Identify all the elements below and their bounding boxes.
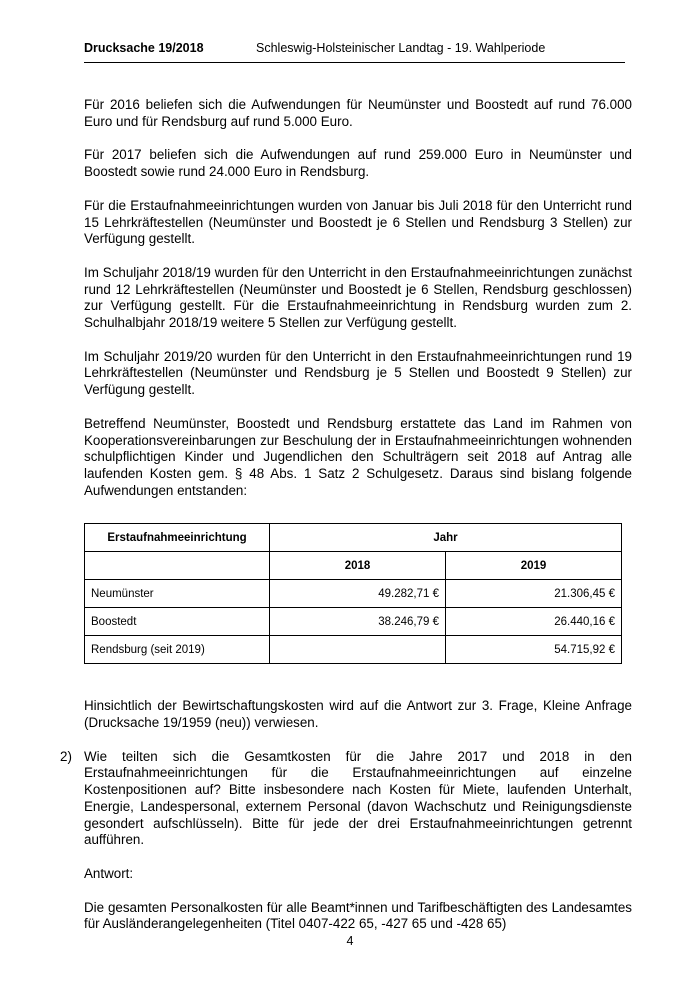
paragraph-after-table: Hinsichtlich der Bewirtschaftungskosten wird auf die Antwort zur 3. Frage, Kleine Anfrage (Drucksache 19/1959 (neu)) verwiesen. [84, 698, 632, 731]
facility-name: Neumünster [85, 580, 270, 608]
answer-label: Antwort: [84, 865, 134, 881]
table-row [85, 636, 622, 664]
header-year-2019: 2019 [446, 552, 622, 580]
cost-2018: 38.246,79 € [270, 608, 446, 636]
parliament-title: Schleswig-Holsteinischer Landtag - 19. Wahlperiode [256, 41, 546, 55]
cost-2018: 49.282,71 € [270, 580, 446, 608]
table-row [85, 608, 622, 636]
paragraph: Im Schuljahr 2018/19 wurden für den Unterricht in den Erstaufnahmeeinrichtungen zunächst rund 12 Lehrkräftestellen (Neumünster und Boostedt je 6 Stellen, Rendsburg geschlossen) zur Verfügung gestellt. Für die Erstaufnahmeeinrichtung in Rendsburg wurden zum 2. Schulhalbjahr 2018/19 weitere 5 Stellen zur Verfügung gestellt. [84, 264, 632, 331]
question-text: Wie teilten sich die Gesamtkosten für die Jahre 2017 und 2018 in den Erstaufnahmeeinrichtungen für die Erstaufnahmeeinrichtungen auf einzelne Kostenpositionen auf? Bitte insbesondere nach Kosten für Miete, laufenden Unterhalt, Energie, Landespersonal, externem Personal (davon Wachschutz und Reinigungsdienste gesondert aufschlüsseln). Bitte für jede der drei Erstaufnahmeeinrichtungen getrennt aufführen. [84, 748, 632, 848]
header-year-2018: 2018 [270, 552, 446, 580]
page-number: 4 [346, 934, 354, 948]
table-row [85, 580, 622, 608]
paragraph: Im Schuljahr 2019/20 wurden für den Unterricht in den Erstaufnahmeeinrichtungen rund 19 Lehrkräftestellen (Neumünster und Rendsburg je 5 Stellen und Boostedt 9 Stellen) zur Verfügung gestellt. [84, 348, 632, 398]
paragraph: Für 2017 beliefen sich die Aufwendungen auf rund 259.000 Euro in Neumünster und Boostedt sowie rund 24.000 Euro in Rendsburg. [84, 147, 632, 180]
document-body [60, 97, 632, 950]
facility-name: Boostedt [85, 608, 270, 636]
page-header [84, 41, 625, 63]
paragraph: Für die Erstaufnahmeeinrichtungen wurden von Januar bis Juli 2018 für den Unterricht rund 15 Lehrkräftestellen (Neumünster und Boostedt je 6 Stellen und Rendsburg 3 Stellen) zur Verfügung gestellt. [84, 197, 632, 247]
paragraph: Betreffend Neumünster, Boostedt und Rendsburg erstattete das Land im Rahmen von Kooperationsvereinbarungen zur Beschulung der in Erstaufnahmeeinrichtungen wohnenden schulpflichtigen Kinder und Jugendlichen den Schulträgern seit 2018 auf Antrag alle laufenden Kosten gem. § 48 Abs. 1 Satz 2 Schulgesetz. Daraus sind bislang folgende Aufwendungen entstanden: [84, 415, 632, 498]
facility-name: Rendsburg (seit 2019) [85, 636, 270, 664]
cost-2019: 54.715,92 € [446, 636, 622, 664]
header-facility: Erstaufnahmeeinrichtung [85, 524, 270, 552]
cost-2019: 26.440,16 € [446, 608, 622, 636]
answer-text: Die gesamten Personalkosten für alle Beamt*innen und Tarifbeschäftigten des Landesamtes für Ausländerangelegenheiten (Titel 0407-422 65, -427 65 und -428 65) [84, 899, 632, 932]
question-number: 2) [60, 748, 72, 764]
costs-table [84, 523, 622, 664]
header-year: Jahr [270, 524, 622, 552]
cost-2018 [270, 636, 446, 664]
header-empty-cell [85, 552, 270, 580]
document-number: Drucksache 19/2018 [84, 41, 204, 55]
question-block [60, 748, 632, 849]
paragraph: Für 2016 beliefen sich die Aufwendungen für Neumünster und Boostedt auf rund 76.000 Euro und für Rendsburg auf rund 5.000 Euro. [84, 97, 632, 129]
cost-2019: 21.306,45 € [446, 580, 622, 608]
